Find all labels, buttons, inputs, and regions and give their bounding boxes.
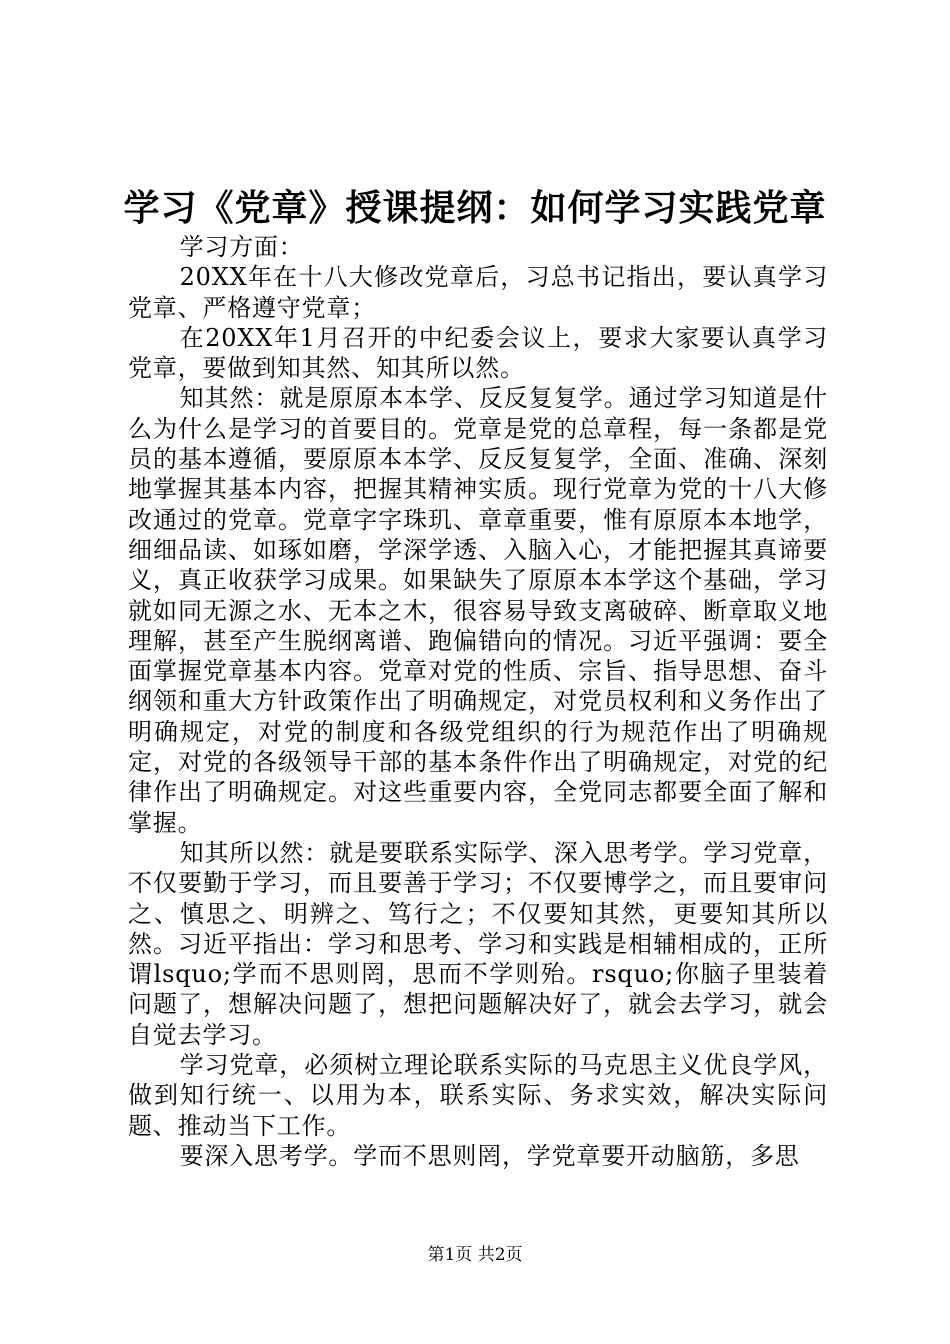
paragraph-learning-aspect: 学习方面： [179,233,304,261]
paragraph-eighteenth-congress: 20XX年在十八大修改党章后，习总书记指出，要认真学习党章、严格遵守党章； [128,263,828,322]
document-title: 学习《党章》授课提纲：如何学习实践党章 [123,187,827,229]
paragraph-theory-practice: 学习党章，必须树立理论联系实际的马克思主义优良学风，做到知行统一、以用为本，联系实际、务求实效，解决实际问题、推动当下工作。 [128,1051,828,1140]
paragraph-discipline-meeting: 在20XX年1月召开的中纪委会议上，要求大家要认真学习党章，要做到知其然、知其所以然。 [128,323,828,383]
paragraph-know-why: 知其所以然：就是要联系实际学、深入思考学。学习党章，不仅要勤于学习，而且要善于学习；不仅要博学之，而且要审问之、慎思之、明辨之、笃行之；不仅要知其然，更要知其所以然。习近平指出：学习和思考、学习和实践是相辅相成的，正所谓lsquo;学而不思则罔，思而不学则殆。rsquo;你脑子里装着问题了，想解决问题了，想把问题解决好了，就会去学习，就会自觉去学习。 [128,838,828,1049]
paragraph-know-what: 知其然：就是原原本本学、反反复复学。通过学习知道是什么为什么是学习的首要目的。党章是党的总章程，每一条都是党员的基本遵循，要原原本本学、反反复复学，全面、准确、深刻地掌握其基本内容，把握其精神实质。现行党章为党的十八大修改通过的党章。党章字字珠玑、章章重要，惟有原原本本地学，细细品读、如琢如磨，学深学透、入脑入心，才能把握其真谛要义，真正收获学习成果。如果缺失了原原本本学这个基础，学习就如同无源之水、无本之木，很容易导致支离破碎、断章取义地理解，甚至产生脱纲离谱、跑偏错向的情况。习近平强调：要全面掌握党章基本内容。党章对党的性质、宗旨、指导思想、奋斗纲领和重大方针政策作出了明确规定，对党员权利和义务作出了明确规定，对党的制度和各级党组织的行为规范作出了明确规定，对党的各级领导干部的基本条件作出了明确规定，对党的纪律作出了明确规定。对这些重要内容，全党同志都要全面了解和掌握。 [128,384,828,837]
document-body [128,232,828,1171]
paragraph-deep-thinking: 要深入思考学。学而不思则罔，学党章要开动脑筋，多思 [179,1141,800,1170]
page-number-footer: 第1页 共2页 [427,1245,523,1265]
